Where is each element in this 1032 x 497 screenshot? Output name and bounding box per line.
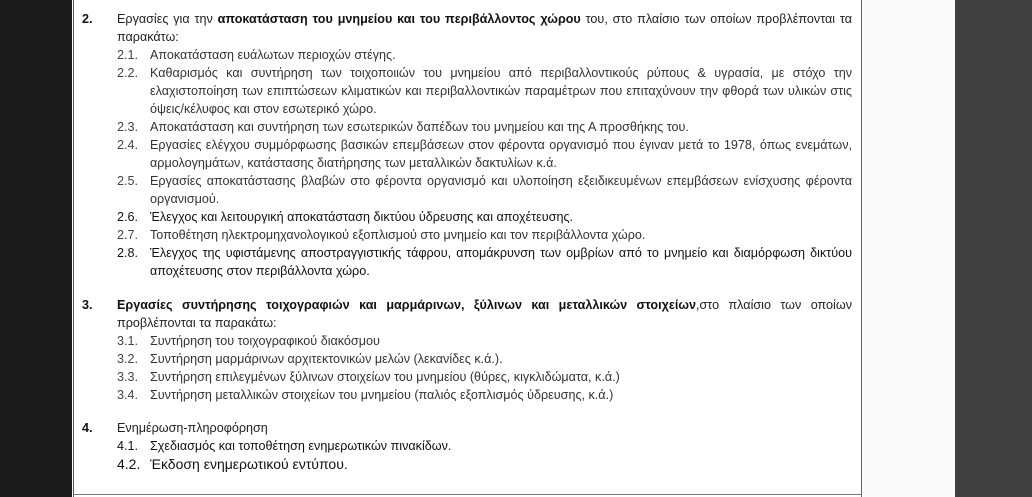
page-border-left [73,0,74,497]
section-number: 4. [82,421,93,435]
item-number: 3.1. [117,334,139,348]
item-text: Έλεγχος της υφιστάμενης αποστραγγιστικής τάφρου, απομάκρυνση των ομβρίων από το μνημείο και διαμόρφωση δικτύου αποχέτευσης στον περιβάλλοντα χώρο. [150,246,852,278]
item-number: 2.3. [117,120,139,134]
section-spacer [82,280,852,296]
item-text: Συντήρηση μεταλλικών στοιχείων του μνημείου (παλιός εξοπλισμός ύδρευσης, κ.ά.) [150,388,614,402]
item-number: 2.1. [117,48,139,62]
list-item-2-5 [117,172,852,208]
list-item-4-2 [117,455,852,473]
item-text: Αποκατάσταση και συντήρηση των εσωτερικών δαπέδων του μνημείου και της Α προσθήκης του. [150,120,689,134]
list-item-3-3 [117,368,852,386]
item-number: 2.4. [117,138,139,152]
list-item-4-1 [117,437,852,455]
item-number: 3.4. [117,388,139,402]
list-item-2-4 [117,136,852,172]
item-text: Εργασίες αποκατάστασης βλαβών στο φέροντα οργανισμό και υλοποίηση εξειδικευμένων επεμβάσεων ενίσχυσης φέροντα οργανισμού. [150,174,852,206]
item-text: Τοποθέτηση ηλεκτρομηχανολογικού εξοπλισμού στο μνημείο και τον περιβάλλοντα χώρο. [150,228,646,242]
intro-text-end: ,στο πλαίσιο των οποίων προβλέπονται τα παρακάτω: [117,298,852,330]
right-dark-margin [955,0,1032,497]
document-page [82,10,852,473]
section-2 [82,10,852,46]
item-text: Καθαρισμός και συντήρηση των τοιχοποιιών του μνημείου από περιβαλλοντικούς ρύπους & υγρασία, με στόχο την ελαχιστοποίηση των επιπτώσεων κλιματικών και περιβαλλοντικών παραμέτρων που επιταχύνουν την φθορά των υλικών στις όψεις/κέλυφος και στον εσωτερικό χώρο. [150,66,852,116]
left-dark-margin [0,0,72,497]
item-number: 2.5. [117,174,139,188]
item-text: Εργασίες ελέγχου συμμόρφωσης βασικών επεμβάσεων στον φέροντα οργανισμό που έγιναν μετά το 1978, όπως ενεμάτων, αρμολογημάτων, κατάστασης διατήρησης των μεταλλικών δακτυλίων κ.ά. [150,138,852,170]
intro-text-bold: Εργασίες συντήρησης τοιχογραφιών και μαρμάρινων, ξύλινων και μεταλλικών στοιχείων [117,298,696,312]
list-item-3-4 [117,386,852,404]
section-number: 3. [82,298,93,312]
section-intro [117,296,852,332]
item-number: 2.2. [117,66,139,80]
intro-text-bold: αποκατάσταση του μνημείου και του περιβάλλοντος χώρου [217,12,581,26]
list-item-3-2 [117,350,852,368]
section-intro [117,10,852,46]
section-intro: Ενημέρωση-πληροφόρηση [117,421,268,435]
section-spacer [82,404,852,419]
intro-text-start: Εργασίες για την [117,12,218,26]
list-item-2-2 [117,64,852,118]
right-page-margin [862,0,955,497]
item-text: Συντήρηση επιλεγμένων ξύλινων στοιχείων του μνημείου (θύρες, κιγκλιδώματα, κ.ά.) [150,370,620,384]
page-border-bottom [73,494,862,495]
list-item-2-7 [117,226,852,244]
item-number: 4.1. [117,439,139,453]
list-item-2-1 [117,46,852,64]
section-4 [82,419,852,437]
item-text: Έκδοση ενημερωτικού εντύπου. [150,456,348,472]
list-item-2-8 [117,244,852,280]
item-number: 4.2. [117,456,141,472]
section-3 [82,296,852,332]
item-text: Συντήρηση του τοιχογραφικού διακόσμου [150,334,380,348]
intro-text-end: του, στο πλαίσιο των οποίων προβλέπονται τα παρακάτω: [117,12,853,44]
item-text: Σχεδιασμός και τοποθέτηση ενημερωτικών πινακίδων. [150,439,452,453]
list-item-3-1 [117,332,852,350]
item-text: Έλεγχος και λειτουργική αποκατάσταση δικτύου ύδρευσης και αποχέτευσης. [150,210,574,224]
list-item-2-3 [117,118,852,136]
item-text: Συντήρηση μαρμάρινων αρχιτεκτονικών μελών (λεκανίδες κ.ά.). [150,352,503,366]
section-number: 2. [82,12,93,26]
item-text: Αποκατάσταση ευάλωτων περιοχών στέγης. [150,48,396,62]
item-number: 3.3. [117,370,139,384]
list-item-2-6 [117,208,852,226]
item-number: 2.6. [117,210,139,224]
item-number: 3.2. [117,352,139,366]
item-number: 2.7. [117,228,139,242]
item-number: 2.8. [117,246,139,260]
